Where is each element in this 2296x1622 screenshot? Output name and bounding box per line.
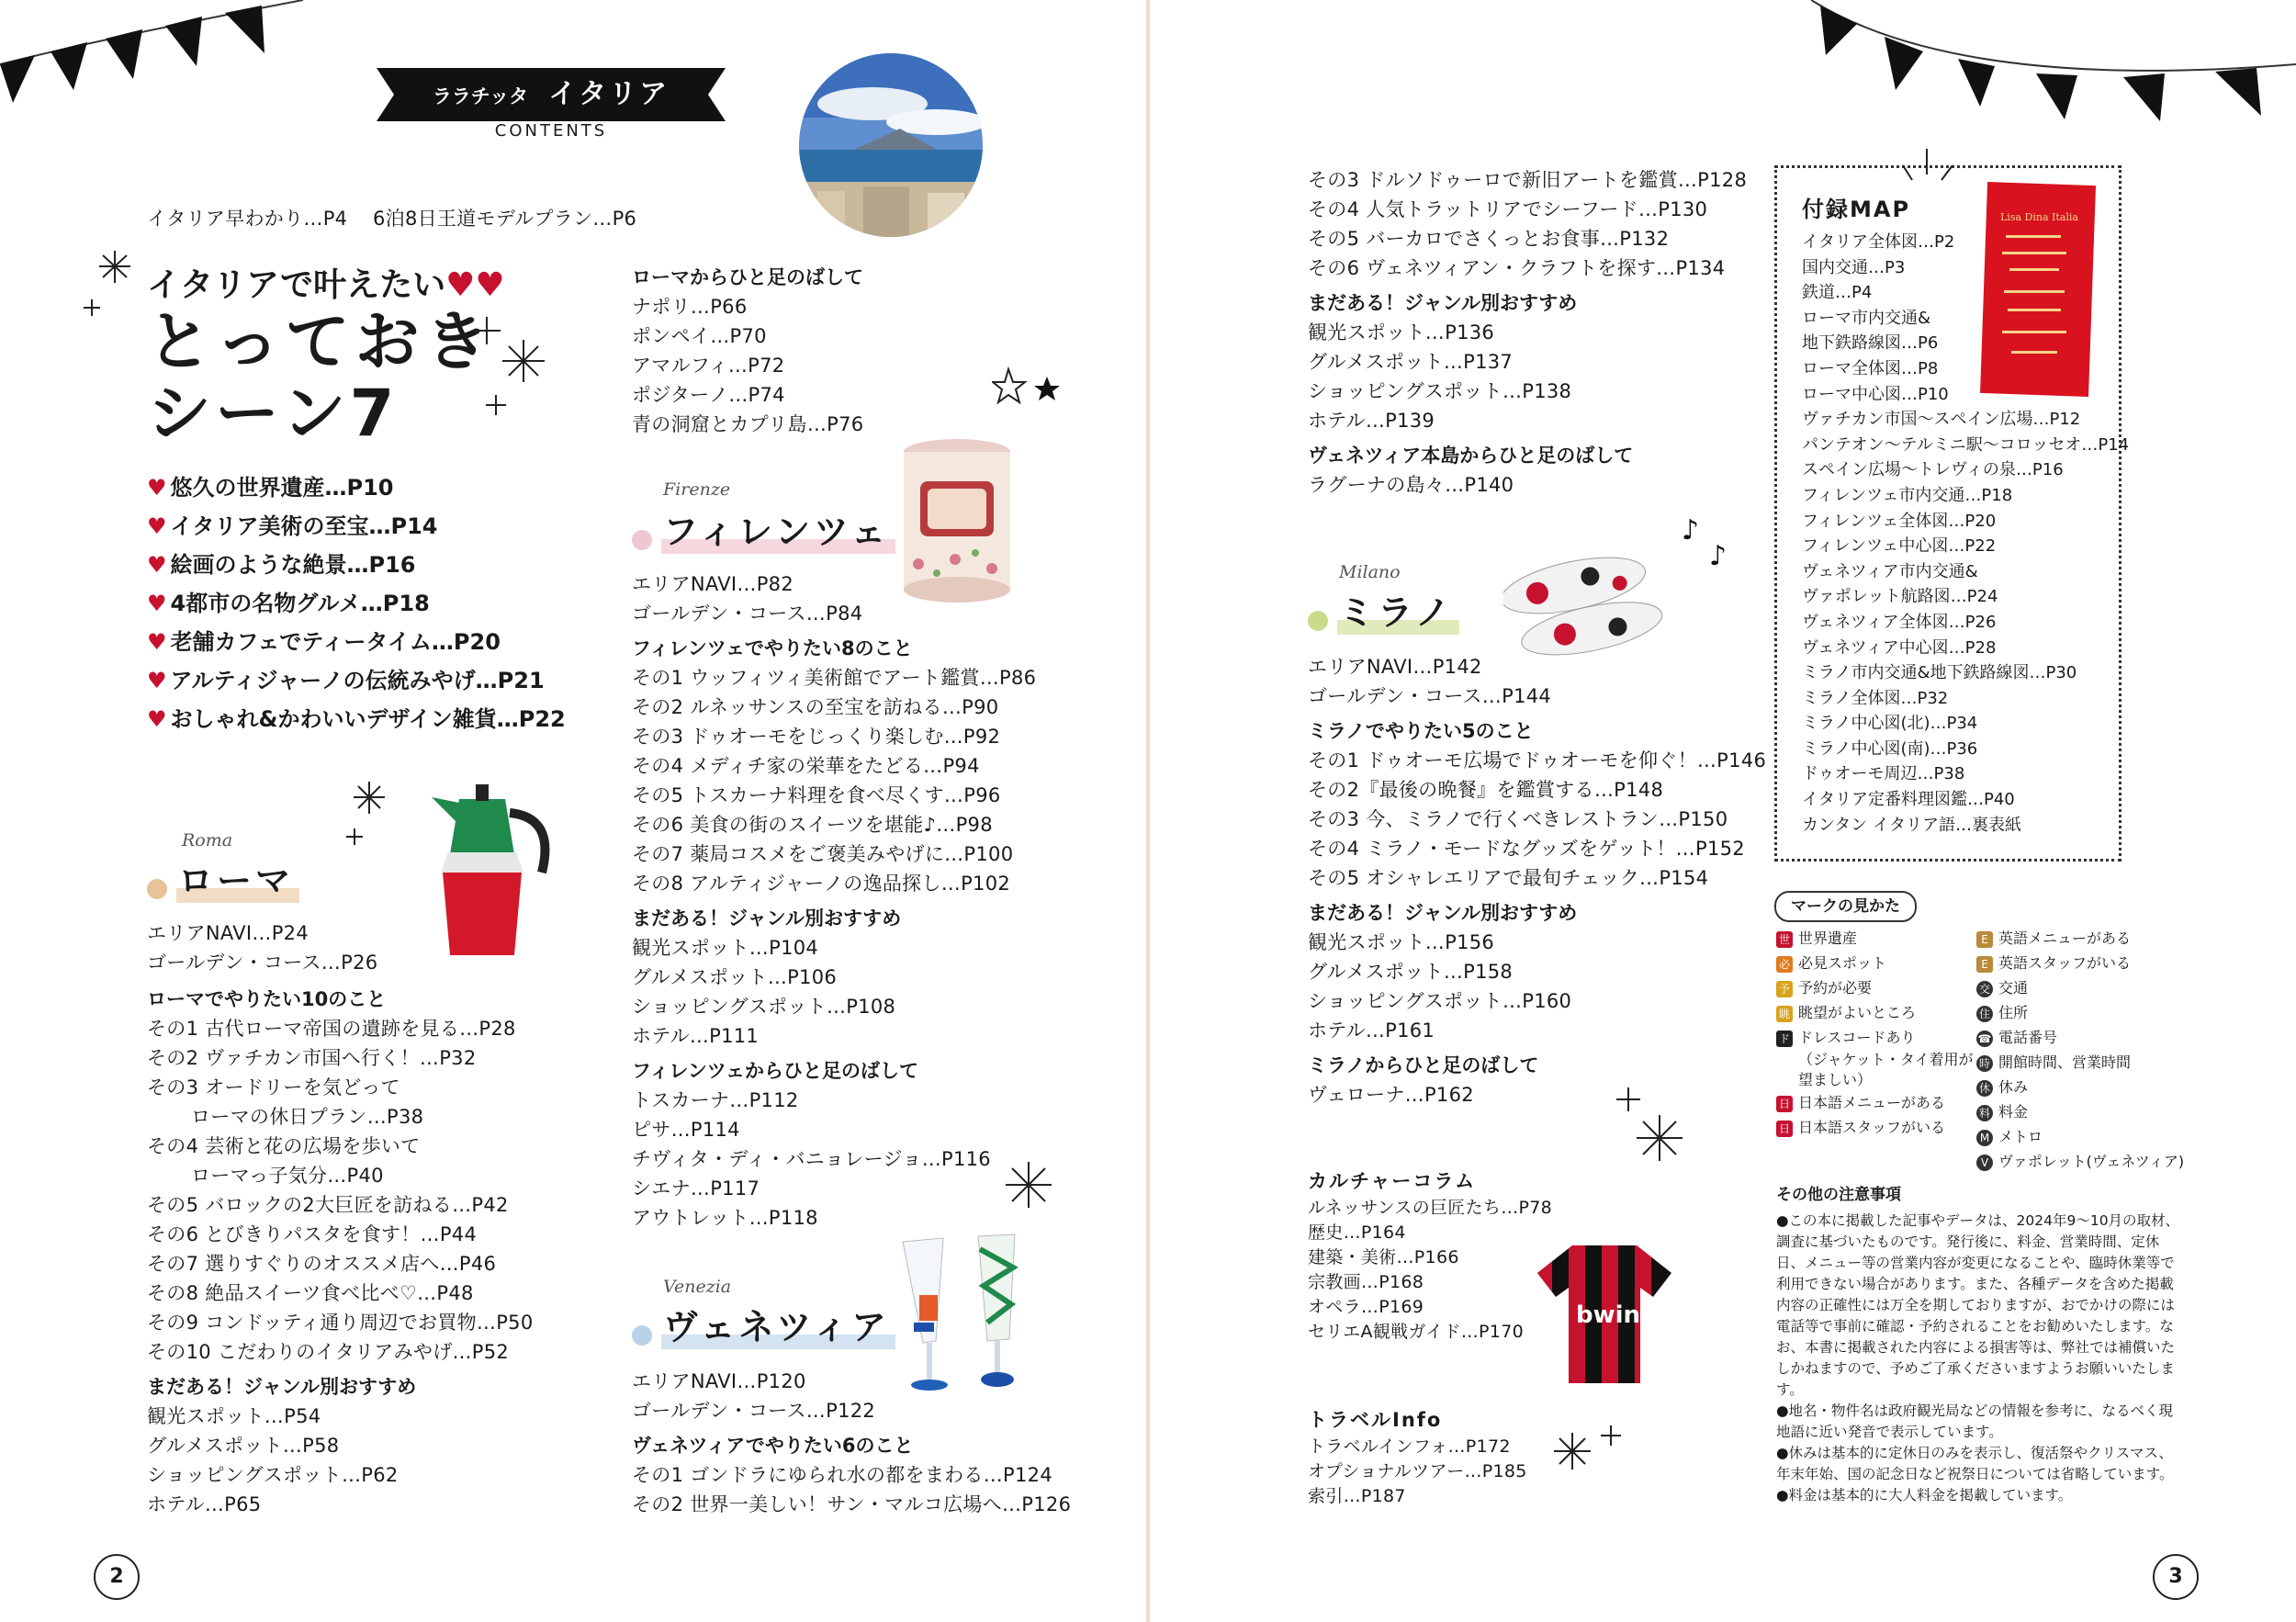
- culture-item[interactable]: 建築・美術…P166: [1308, 1247, 1459, 1267]
- scene-item[interactable]: ♥ 4都市の名物グルメ…P18: [147, 591, 430, 616]
- travel-title: トラベルInfo: [1308, 1409, 1443, 1431]
- sparkle-icon: [83, 246, 147, 320]
- map-item[interactable]: ローマ全体図…P8: [1802, 358, 1939, 378]
- intro-plan[interactable]: 6泊8日王道モデルプラン…P6: [373, 208, 637, 230]
- sparkle-icon: [1894, 138, 1967, 193]
- milano-basic-item[interactable]: ゴールデン・コース…P144: [1308, 685, 1552, 707]
- firenze-daytrip-item[interactable]: トスカーナ…P112: [632, 1089, 799, 1111]
- scenes-list: [147, 468, 566, 738]
- bunting-decoration: [1811, 0, 2296, 184]
- venezia-genre-title: まだある！ジャンル別おすすめ: [1308, 292, 1578, 314]
- roma-genre-item[interactable]: グルメスポット…P58: [147, 1435, 340, 1457]
- venezia-todo-item[interactable]: その6 ヴェネツィアン・クラフトを探す…P134: [1308, 257, 1726, 279]
- firenze-daytrip-title: フィレンツェからひと足のばして: [632, 1060, 918, 1082]
- firenze-todo-item[interactable]: その8 アルティジャーノの逸品探し…P102: [632, 873, 1011, 895]
- map-list: [1802, 230, 2129, 838]
- left-page: [0, 0, 1146, 1622]
- venezia-todo-item[interactable]: その2 世界一美しい！サン・マルコ広場へ…P126: [632, 1493, 1072, 1515]
- reservation-icon: 予: [1776, 981, 1793, 997]
- venezia-daytrip-item[interactable]: ラグーナの島々…P140: [1308, 474, 1514, 496]
- travel-item[interactable]: トラベルインフォ…P172: [1308, 1436, 1511, 1457]
- legend-item: 日 日本語メニューがある: [1776, 1090, 1997, 1115]
- culture-section: [1308, 1166, 1552, 1345]
- page-number-left: 2: [94, 1554, 140, 1600]
- heart-icon: ♥: [147, 552, 167, 578]
- milano-todo-item[interactable]: その1 ドゥオーモ広場でドゥオーモを仰ぐ！…P146: [1308, 749, 1767, 772]
- legend-title: マークの見かた: [1774, 891, 1917, 922]
- firenze-genre-item[interactable]: ショッピングスポット…P108: [632, 996, 896, 1018]
- notes-text: ●この本に掲載した記事やデータは、2024年9～10月の取材、調査に基づいたものです。発行後に、料金、営業時間、定休日、メニュー等の営業内容が変更になることや、臨時休業等で利用できない場合があります。また、各種データを含めた掲載内容の正確性には万全を期しておりますが、おでかけの際には電話等で事前に確認・予約されることをお勧めいたします。なお、本書に掲載された内容による損害等は、弊社では補償いたしかねますので、予めご了承くださいますようお願いいたします。 ●地名・物件名は政府観光局などの情報を参考に、なるべく現地語に近い発音で表示しています。 ●休みは基本的に定休日のみを表示し、復活祭やクリスマス、年末年始、国の記念日など祝祭日については省略しています。 ●料金は基本的に大人料金を掲載しています。: [1776, 1212, 2180, 1504]
- map-item[interactable]: ミラノ市内交通&地下鉄路線図…P30: [1802, 663, 2077, 683]
- legend-item: ☎ 電話番号: [1977, 1029, 2058, 1046]
- heart-icon: ♥: [147, 591, 167, 616]
- culture-title: カルチャーコラム: [1308, 1170, 1477, 1192]
- svg-text:♪: ♪: [1709, 540, 1728, 572]
- roma-genre-title: まだある！ジャンル別おすすめ: [147, 1376, 417, 1398]
- roma-basic-item[interactable]: ゴールデン・コース…P26: [147, 952, 378, 974]
- milano-daytrip-item[interactable]: ヴェローナ…P162: [1308, 1084, 1474, 1106]
- firenze-todo-item[interactable]: その3 ドゥオーモをじっくり楽しむ…P92: [632, 726, 1001, 748]
- map-item[interactable]: ヴァチカン市国～スペイン広場…P12: [1802, 410, 2081, 430]
- sparkle-icon: [1001, 1157, 1056, 1212]
- milano-heading: ミラノ: [1308, 584, 1459, 635]
- hours-icon: 時: [1976, 1055, 1993, 1072]
- closed-icon: 休: [1976, 1080, 1993, 1097]
- venezia-genre-item[interactable]: 観光スポット…P136: [1308, 321, 1495, 344]
- scenes-title-line3: シーン7: [147, 376, 399, 451]
- map-item[interactable]: ヴェネツィア中心図…P28: [1802, 637, 1997, 658]
- venezia-daytrip-title: ヴェネツィア本島からひと足のばして: [1308, 445, 1634, 467]
- scene-item[interactable]: ♥ 老舗カフェでティータイム…P20: [147, 629, 501, 655]
- culture-item[interactable]: 宗教画…P168: [1308, 1272, 1424, 1292]
- ac-milan-jersey-photo: [1536, 1240, 1673, 1387]
- map-title: 付録MAP: [1802, 197, 1911, 222]
- venezia-todo-item[interactable]: その4 人気トラットリアでシーフード…P130: [1308, 198, 1708, 220]
- roma-todo-item[interactable]: その1 古代ローマ帝国の遺跡を見る…P28: [147, 1018, 516, 1040]
- map-item[interactable]: フィレンツェ中心図…P22: [1802, 536, 1997, 557]
- firenze-heading: フィレンツェ: [632, 503, 895, 554]
- scenes-title-line1: イタリアで叶えたい♥♥: [147, 266, 505, 304]
- roma-todo-item[interactable]: その9 コンドッティ通り周辺でお買物…P50: [147, 1312, 534, 1334]
- map-item[interactable]: パンテオン～テルミニ駅～コロッセオ…P14: [1802, 434, 2130, 455]
- phone-icon: ☎: [1977, 1031, 1992, 1045]
- firenze-todo-item[interactable]: その6 美食の街のスイーツを堪能♪…P98: [632, 814, 993, 836]
- firenze-en-label: Firenze: [663, 479, 731, 500]
- page-number-right: 3: [2153, 1554, 2199, 1600]
- bunting-decoration: [0, 0, 303, 119]
- notes-title: その他の注意事項: [1776, 1186, 1901, 1204]
- legend-item: 世 世界遺産: [1776, 926, 1997, 951]
- svg-text:bwin: bwin: [1576, 1301, 1641, 1329]
- roma-genre-item[interactable]: ショッピングスポット…P62: [147, 1464, 399, 1486]
- firenze-genre-item[interactable]: 観光スポット…P104: [632, 937, 819, 959]
- heart-icon: ♥: [147, 475, 167, 501]
- travel-item[interactable]: オプショナルツアー…P185: [1308, 1461, 1527, 1481]
- address-icon: 住: [1976, 1006, 1993, 1022]
- star-doodle-icon: [992, 364, 1065, 419]
- legend-item: M メトロ: [1976, 1124, 2197, 1149]
- firenze-daytrip-item[interactable]: アウトレット…P118: [632, 1207, 818, 1229]
- roma-daytrip-item[interactable]: ポンペイ…P70: [632, 325, 767, 347]
- roma-section: [147, 918, 534, 1519]
- firenze-genre-title: まだある！ジャンル別おすすめ: [632, 907, 902, 929]
- city-dot: [632, 1325, 652, 1346]
- legend-left: [1776, 926, 1997, 1140]
- map-item[interactable]: ミラノ全体図…P32: [1802, 688, 1949, 708]
- roma-en-label: Roma: [182, 830, 233, 850]
- must-see-icon: 必: [1776, 956, 1793, 973]
- music-notes-icon: [1678, 510, 1742, 574]
- map-item[interactable]: ミラノ中心図(南)…P36: [1802, 738, 1978, 759]
- milano-genre-title: まだある！ジャンル別おすすめ: [1308, 902, 1578, 924]
- map-item[interactable]: 鉄道…P4: [1802, 283, 1873, 303]
- map-item[interactable]: ヴェネツィア市内交通&: [1802, 561, 1978, 581]
- roma-todo-item[interactable]: その8 絶品スイーツ食べ比べ♡…P48: [147, 1282, 474, 1304]
- venezia-basic-item[interactable]: エリアNAVI…P120: [632, 1370, 806, 1392]
- map-item[interactable]: ミラノ中心図(北)…P34: [1802, 714, 1978, 734]
- firenze-basic-item[interactable]: エリアNAVI…P82: [632, 573, 793, 595]
- english-menu-icon: E: [1976, 931, 1993, 948]
- travel-item[interactable]: 索引…P187: [1308, 1486, 1406, 1506]
- map-item[interactable]: イタリア定番料理図鑑…P40: [1802, 790, 2015, 810]
- culture-item[interactable]: ルネッサンスの巨匠たち…P78: [1308, 1198, 1553, 1218]
- roma-todo-item[interactable]: その6 とびきりパスタを食す！…P44: [147, 1223, 478, 1245]
- view-icon: 眺: [1776, 1006, 1793, 1022]
- roma-daytrip-item[interactable]: ナポリ…P66: [632, 296, 748, 318]
- country-title: イタリア: [548, 78, 670, 110]
- roma-daytrip-item[interactable]: ポジターノ…P74: [632, 384, 785, 406]
- firenze-section: [632, 569, 1036, 1233]
- venezia-genre-item[interactable]: ホテル…P139: [1308, 410, 1435, 432]
- venezia-todo-item[interactable]: その1 ゴンドラにゆられ水の都をまわる…P124: [632, 1464, 1052, 1486]
- roma-todo-item[interactable]: その7 選りすぐりのオススメ店へ…P46: [147, 1253, 497, 1275]
- milano-section: [1308, 652, 1766, 1109]
- heart-icon: ♥: [147, 668, 167, 693]
- brand-title: [377, 68, 726, 121]
- firenze-todo-item[interactable]: その7 薬局コスメをご褒美みやげに…P100: [632, 843, 1014, 865]
- legend-item-note: （ジャケット・タイ着用が: [1798, 1051, 1974, 1068]
- city-dot: [1308, 611, 1328, 631]
- brand-name: ララチッタ: [432, 85, 529, 107]
- city-dot: [632, 530, 652, 550]
- legend-item: ド ドレスコードあり: [1776, 1025, 1997, 1050]
- map-item[interactable]: ローマ中心図…P10: [1802, 384, 1949, 404]
- firenze-todo-item[interactable]: その5 トスカーナ料理を食べ尽くす…P96: [632, 784, 1001, 806]
- roma-todo-item[interactable]: その10 こだわりのイタリアみやげ…P52: [147, 1341, 510, 1363]
- scene-item[interactable]: ♥ 絵画のような絶景…P16: [147, 552, 416, 578]
- heart-icon: ♥: [147, 513, 167, 539]
- firenze-genre-item[interactable]: グルメスポット…P106: [632, 966, 838, 988]
- map-item[interactable]: スペイン広場～トレヴィの泉…P16: [1802, 460, 2064, 480]
- map-item[interactable]: ドゥオーモ周辺…P38: [1802, 764, 1965, 784]
- venezia-heading: ヴェネツィア: [632, 1299, 895, 1349]
- firenze-basic-item[interactable]: ゴールデン・コース…P84: [632, 603, 863, 625]
- milano-todo-item[interactable]: その5 オシャレエリアで最旬チェック…P154: [1308, 867, 1709, 889]
- firenze-genre-item[interactable]: ホテル…P111: [632, 1025, 760, 1047]
- map-item[interactable]: 国内交通…P3: [1802, 257, 1906, 277]
- venezia-section-left: [632, 1367, 1071, 1519]
- roma-todo-item[interactable]: ローマっ子気分…P40: [191, 1165, 384, 1187]
- contents-label: CONTENTS: [494, 121, 608, 141]
- venezia-genre-item[interactable]: ショッピングスポット…P138: [1308, 380, 1572, 402]
- sparkle-icon: [1614, 1084, 1687, 1166]
- milano-genre-item[interactable]: ホテル…P161: [1308, 1019, 1435, 1042]
- flip-flops-photo: [1503, 537, 1669, 666]
- milano-genre-item[interactable]: ショッピングスポット…P160: [1308, 990, 1572, 1012]
- venezia-todo-item[interactable]: その3 ドルソドゥーロで新旧アートを鑑賞…P128: [1308, 169, 1748, 191]
- milano-genre-item[interactable]: 観光スポット…P156: [1308, 931, 1495, 953]
- milano-todo-item[interactable]: その4 ミラノ・モードなグッズをゲット！…P152: [1308, 838, 1745, 860]
- scenes-title-line2: とっておき: [147, 304, 495, 379]
- roma-genre-item[interactable]: ホテル…P65: [147, 1493, 262, 1515]
- roma-heading: ローマ: [147, 852, 299, 903]
- scene-item[interactable]: ♥ 悠久の世界遺産…P10: [147, 475, 394, 501]
- roma-todo-item[interactable]: その4 芸術と花の広場を歩いて: [147, 1135, 421, 1157]
- legend-item: E 英語スタッフがいる: [1976, 951, 2197, 975]
- map-item[interactable]: フィレンツェ市内交通…P18: [1802, 485, 2013, 505]
- map-item[interactable]: 地下鉄路線図…P6: [1802, 333, 1939, 354]
- scene-item[interactable]: ♥ イタリア美術の至宝…P14: [147, 513, 438, 539]
- firenze-daytrip-item[interactable]: シエナ…P117: [632, 1177, 760, 1200]
- map-item[interactable]: フィレンツェ全体図…P20: [1802, 511, 1997, 531]
- legend-right: [1976, 926, 2197, 1174]
- roma-daytrip-section: [632, 263, 863, 439]
- world-heritage-icon: 世: [1776, 931, 1793, 948]
- heart-icon: ♥♥: [445, 266, 505, 304]
- dress-code-icon: ド: [1776, 1031, 1793, 1047]
- milano-genre-item[interactable]: グルメスポット…P158: [1308, 961, 1514, 983]
- sparkle-icon: [1554, 1424, 1627, 1479]
- map-item[interactable]: イタリア全体図…P2: [1802, 232, 1955, 252]
- roma-todo-item[interactable]: その5 バロックの2大巨匠を訪ねる…P42: [147, 1194, 509, 1216]
- legend-item-note: 望ましい）: [1798, 1071, 1873, 1088]
- map-item[interactable]: カンタン イタリア語…裏表紙: [1802, 815, 2022, 835]
- culture-item[interactable]: セリエA観戦ガイド…P170: [1308, 1322, 1524, 1342]
- venezia-section-right: [1308, 165, 1747, 500]
- menu-card-title: Lisa Dina Italia: [2000, 211, 2078, 223]
- map-item[interactable]: ローマ市内交通&: [1802, 308, 1931, 328]
- roma-genre-item[interactable]: 観光スポット…P54: [147, 1405, 321, 1427]
- milano-todo-item[interactable]: その2『最後の晩餐』を鑑賞する…P148: [1308, 779, 1664, 801]
- sparkle-icon: [342, 777, 397, 850]
- svg-text:♪: ♪: [1682, 514, 1700, 546]
- firenze-todo-title: フィレンツェでやりたい8のこと: [632, 637, 913, 659]
- roma-todo-title: ローマでやりたい10のこと: [147, 988, 387, 1010]
- venezia-genre-item[interactable]: グルメスポット…P137: [1308, 351, 1514, 373]
- travel-section: [1308, 1405, 1527, 1509]
- milano-en-label: Milano: [1339, 562, 1401, 582]
- intro-quick[interactable]: イタリア早わかり…P4: [147, 208, 348, 230]
- roma-todo-item[interactable]: その2 ヴァチカン市国へ行く！…P32: [147, 1047, 477, 1069]
- culture-item[interactable]: 歴史…P164: [1308, 1222, 1406, 1243]
- milano-todo-item[interactable]: その3 今、ミラノで行くべきレストラン…P150: [1308, 808, 1728, 830]
- legend-item: 住 住所: [1976, 1000, 2197, 1025]
- legend-item: 休 休み: [1976, 1075, 2197, 1099]
- map-item[interactable]: ヴァポレット航路図…P24: [1802, 587, 1998, 607]
- sparkle-icon: [468, 312, 560, 422]
- roma-daytrip-title: ローマからひと足のばして: [632, 266, 863, 288]
- fee-icon: 料: [1976, 1105, 1993, 1121]
- city-dot: [147, 879, 167, 899]
- legend-item: 交 交通: [1976, 975, 2197, 1000]
- metro-icon: M: [1976, 1130, 1993, 1146]
- legend-item: E 英語メニューがある: [1976, 926, 2197, 951]
- culture-item[interactable]: オペラ…P169: [1308, 1297, 1424, 1317]
- legend-item: 料 料金: [1976, 1099, 2197, 1124]
- legend-item: V ヴァポレット(ヴェネツィア): [1976, 1149, 2197, 1174]
- legend-item: 予 予約が必要: [1776, 975, 1997, 1000]
- venezia-todo-title: ヴェネツィアでやりたい6のこと: [632, 1435, 914, 1457]
- venezia-basic-item[interactable]: ゴールデン・コース…P122: [632, 1400, 876, 1422]
- english-staff-icon: E: [1976, 956, 1993, 973]
- milano-basic-item[interactable]: エリアNAVI…P142: [1308, 656, 1482, 678]
- legend-item: 時 開館時間、営業時間: [1976, 1050, 2197, 1075]
- roma-daytrip-item[interactable]: 青の洞窟とカプリ島…P76: [632, 413, 864, 435]
- venezia-en-label: Venezia: [663, 1277, 732, 1297]
- firenze-daytrip-item[interactable]: チヴィタ・ディ・バニョレージョ…P116: [632, 1148, 991, 1170]
- japanese-menu-icon: 日: [1776, 1096, 1793, 1112]
- firenze-todo-item[interactable]: その2 ルネッサンスの至宝を訪ねる…P90: [632, 696, 999, 718]
- firenze-todo-item[interactable]: その4 メディチ家の栄華をたどる…P94: [632, 755, 980, 777]
- firenze-todo-item[interactable]: その1 ウッフィツィ美術館でアート鑑賞…P86: [632, 667, 1037, 689]
- right-page: [1150, 0, 2296, 1622]
- scene-item[interactable]: ♥ アルティジャーノの伝統みやげ…P21: [147, 668, 545, 693]
- heart-icon: ♥: [147, 706, 167, 732]
- transport-icon: 交: [1976, 981, 1993, 997]
- naples-photo: [799, 53, 983, 237]
- roma-todo-item[interactable]: その3 オードリーを気どって: [147, 1076, 400, 1098]
- heart-icon: ♥: [147, 629, 167, 655]
- legend-item: 日 日本語スタッフがいる: [1776, 1115, 1997, 1140]
- map-item[interactable]: ヴェネツィア全体図…P26: [1802, 612, 1997, 632]
- legend-item: 眺 眺望がよいところ: [1776, 1000, 1997, 1025]
- roma-todo-item[interactable]: ローマの休日プラン…P38: [191, 1106, 424, 1128]
- venezia-todo-item[interactable]: その5 バーカロでさくっとお食事…P132: [1308, 228, 1670, 250]
- firenze-daytrip-item[interactable]: ピサ…P114: [632, 1119, 740, 1141]
- vaporetto-icon: V: [1976, 1155, 1993, 1171]
- milano-daytrip-title: ミラノからひと足のばして: [1308, 1054, 1539, 1076]
- roma-basic-item[interactable]: エリアNAVI…P24: [147, 922, 309, 944]
- roma-daytrip-item[interactable]: アマルフィ…P72: [632, 355, 785, 377]
- milano-todo-title: ミラノでやりたい5のこと: [1308, 720, 1534, 742]
- scene-item[interactable]: ♥ おしゃれ&かわいいデザイン雑貨…P22: [147, 706, 566, 732]
- legend-item: 必 必見スポット: [1776, 951, 1997, 975]
- japanese-staff-icon: 日: [1776, 1121, 1793, 1137]
